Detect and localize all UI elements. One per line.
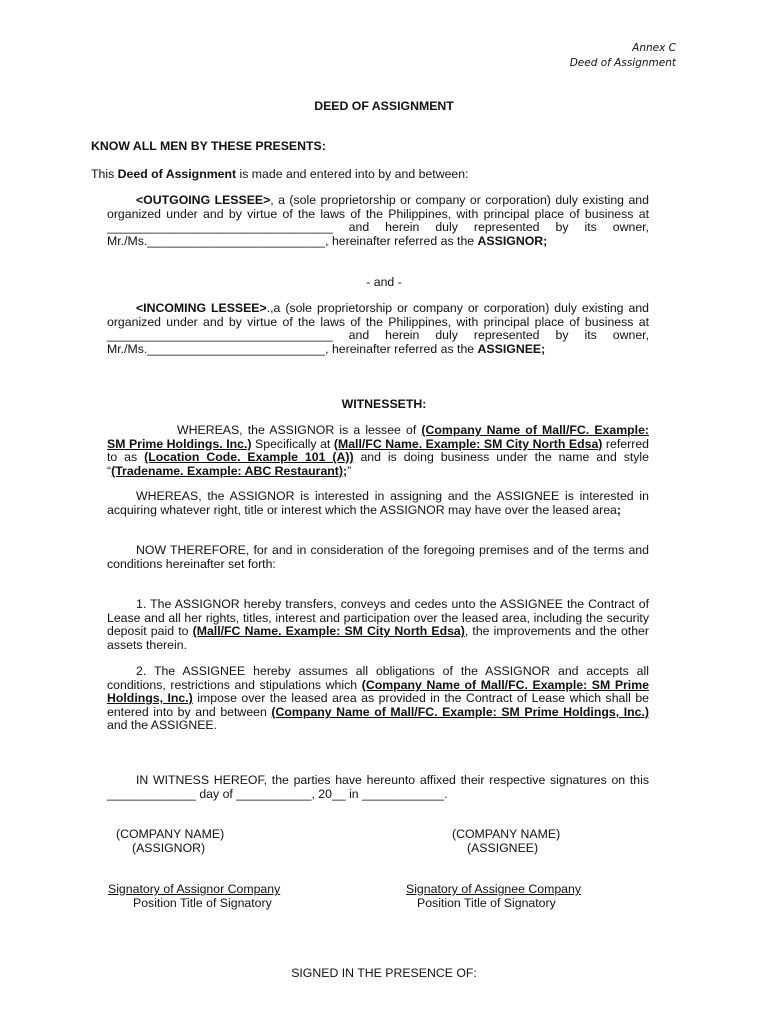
assignee-company: (COMPANY NAME) [452, 827, 561, 841]
annex-label: Annex C [632, 42, 676, 54]
assignor-signature-block [116, 827, 224, 855]
assignee-text: .,a (sole proprietorship or company or corporation) duly existing and organized under and by virtue of the laws of the Philippines, with principal place of business at _________________________________ and herein duly represented by its owner, Mr./Ms.__________________________, hereinafter referred as the [107, 301, 649, 356]
clause-1 [107, 598, 649, 652]
clause2-company-name-2: (Company Name of Mall/FC. Example: SM Prime Holdings, Inc.) [271, 704, 649, 719]
location-code: (Location Code. Example 101 (A)) [144, 450, 354, 465]
now-therefore-paragraph: NOW THEREFORE, for and in consideration of the foregoing premises and of the terms and conditions hereinafter set forth: [107, 543, 649, 571]
signed-in-presence-heading: SIGNED IN THE PRESENCE OF: [291, 966, 477, 980]
assignor-signatory [108, 882, 280, 910]
assignor-signatory-line: Signatory of Assignor Company [108, 882, 281, 896]
in-witness-paragraph: IN WITNESS HEREOF, the parties have hereunto affixed their respective signatures on this _____________ day of ___________, 20__ in ____________. [107, 773, 649, 801]
clause2-text-2: impose over the leased area as provided in the Contract of Lease which shall be entered into by and between [107, 691, 649, 719]
assignor-label: (ASSIGNOR) [132, 841, 206, 855]
intro-paragraph [91, 167, 469, 181]
intro-text-end: is made and entered into by and between: [236, 167, 469, 181]
incoming-lessee: <INCOMING LESSEE> [136, 301, 267, 315]
assignor-position: Position Title of Signatory [133, 896, 272, 910]
mall-company-name: (Company Name of Mall/FC. Example: SM Prime Holdings. Inc.) [107, 423, 650, 451]
whereas-paragraph-1 [107, 424, 649, 478]
whereas2-semicolon: ; [616, 502, 621, 517]
whereas2-text: WHEREAS [136, 489, 199, 503]
and-separator: - and - [366, 275, 402, 289]
whereas1-text-3: referred to as [107, 436, 649, 465]
whereas-paragraph-2 [107, 490, 649, 517]
tradename: (Tradename. Example: ABC Restaurant); [111, 463, 348, 478]
assignee-signatory [406, 882, 581, 910]
outgoing-lessee: <OUTGOING LESSEE> [136, 193, 271, 207]
assignee-signatory-line: Signatory of Assignee Company [406, 882, 581, 896]
assignee-signature-block [452, 827, 560, 855]
whereas1-text-4: and is doing business under the name and style “ [107, 450, 649, 478]
assignor-company: (COMPANY NAME) [116, 827, 225, 841]
assignor-text: , a (sole proprietorship or company or corporation) duly existing and organized under and by virtue of the laws of the Philippines, with principal place of business at _________________________________ and herein duly represented by its owner, Mr./Ms.__________________________, hereinafter referred as the [107, 193, 649, 248]
assignee-position: Position Title of Signatory [417, 896, 556, 910]
whereas2-text-2: , the ASSIGNOR is interested in assigning and the ASSIGNEE is interested in acquiring whatever right, title or interest which the ASSIGNOR may have over the leased area [107, 489, 649, 517]
annex-doc-name: Deed of Assignment [569, 57, 676, 69]
whereas1-text-5: ” [347, 463, 352, 478]
intro-bold: Deed of Assignment [117, 167, 237, 181]
assignee-role: ASSIGNEE; [477, 341, 546, 356]
clause1-text-end: , the improvements and the other assets therein. [107, 624, 649, 652]
witnesseth-heading: WITNESSETH: [341, 397, 427, 411]
clause1-mall-name: (Mall/FC Name. Example: SM City North Edsa) [192, 624, 465, 639]
know-all-men-heading: KNOW ALL MEN BY THESE PRESENTS: [91, 139, 326, 153]
assignee-label: (ASSIGNEE) [467, 841, 539, 855]
mall-name: (Mall/FC Name. Example: SM City North Edsa) [333, 436, 603, 451]
clause-2 [107, 665, 649, 733]
annex-header [570, 41, 676, 71]
clause1-text: 1. The ASSIGNOR hereby transfers, conveys and cedes unto the ASSIGNEE the Contract of Lease and all her rights, titles, interest and participation over the leased area, including the security deposit paid to [107, 597, 649, 639]
whereas1-text: WHEREAS, the ASSIGNOR is a lessee of [177, 423, 422, 437]
document-title: DEED OF ASSIGNMENT [314, 99, 454, 113]
clause2-text: 2. The ASSIGNEE hereby assumes all obligations of the ASSIGNOR and accepts all conditions, restrictions and stipulations which [107, 664, 649, 692]
clause2-company-name: (Company Name of Mall/FC. Example: SM Prime Holdings, Inc.) [107, 677, 649, 706]
assignor-paragraph [107, 194, 649, 248]
whereas1-text-2: Specifically at [251, 436, 334, 451]
clause2-text-end: and the ASSIGNEE. [107, 718, 218, 733]
assignor-role: ASSIGNOR; [477, 233, 548, 248]
intro-text: This [91, 167, 118, 181]
assignee-paragraph [107, 302, 649, 356]
